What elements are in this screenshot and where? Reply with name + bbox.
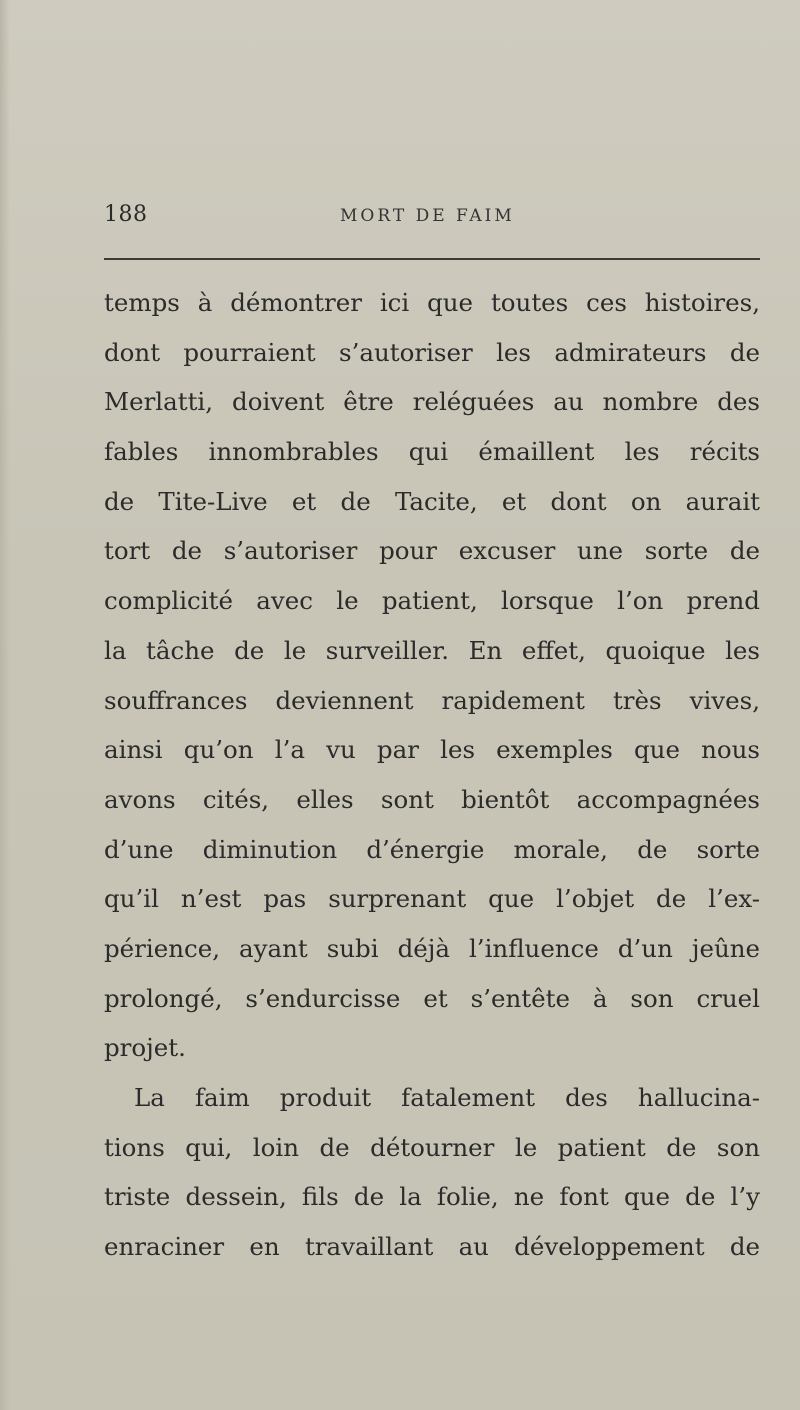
text-line: ainsi qu’on l’a vu par les exemples que nous — [104, 735, 760, 765]
text-line: de Tite-Live et de Tacite, et dont on aurait — [104, 486, 760, 516]
text-line-paragraph-end: projet. — [104, 1033, 186, 1063]
header-rule — [104, 258, 760, 260]
text-line: temps à démontrer ici que toutes ces histoires, — [104, 288, 760, 317]
text-line-paragraph-start: La faim produit fatalement des hallucina- — [134, 1083, 760, 1112]
text-line: dont pourraient s’autoriser les admirateurs de — [104, 337, 760, 367]
text-line: fables innombrables qui émaillent les récits — [104, 437, 760, 467]
text-line: Merlatti, doivent être reléguées au nombre des — [104, 387, 760, 417]
text-line: prolongé, s’endurcisse et s’entête à son cruel — [104, 983, 760, 1013]
text-line: la tâche de le surveiller. En effet, quoique les — [104, 635, 760, 665]
page-header — [104, 202, 760, 238]
body-text — [104, 278, 760, 1272]
text-line: avons cités, elles sont bientôt accompagnées — [104, 784, 760, 814]
text-line: tort de s’autoriser pour excuser une sorte de — [104, 536, 760, 566]
text-line: tions qui, loin de détourner le patient de son — [104, 1132, 760, 1162]
text-line: d’une diminution d’énergie morale, de sorte — [104, 834, 760, 864]
text-line: triste dessein, fils de la folie, ne font que de l’y — [104, 1182, 760, 1212]
text-line: qu’il n’est pas surprenant que l’objet de l’ex- — [104, 884, 760, 914]
text-line: souffrances deviennent rapidement très vives, — [104, 685, 760, 715]
text-line: enraciner en travaillant au développement de — [104, 1232, 760, 1262]
running-title: MORT DE FAIM — [340, 206, 515, 226]
text-line: périence, ayant subi déjà l’influence d’un jeûne — [104, 933, 760, 963]
text-line: complicité avec le patient, lorsque l’on prend — [104, 586, 760, 616]
page-number: 188 — [104, 202, 148, 227]
